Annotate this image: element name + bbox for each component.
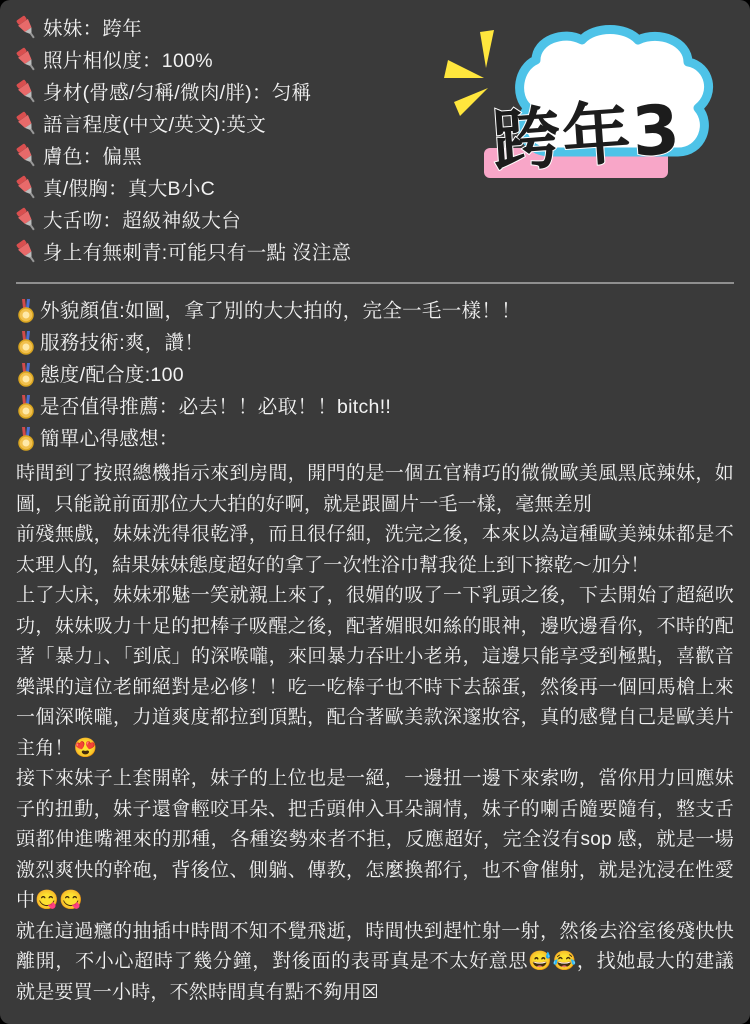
spec-text: 膚色：偏黑: [43, 146, 143, 168]
paragraph: 上了大床，妹妹邪魅一笑就親上來了，很媚的吸了一下乳頭之後，下去開始了超絕吹功，妹妹吸力十足的把棒子吸醒之後，配著媚眼如絲的眼神，邊吹邊看你，不時的配著「暴力」、「到底」的深喉嚨，來回暴力吞吐小老弟，這邊只能享受到極點，喜歡音樂課的這位老師絕對是必修！！吃一吃棒子也不時下去舔蛋，然後再一個回馬槍上來一個深喉嚨，力道爽度都拉到頂點，配合著歐美款深邃妝容，真的感覺自己是歐美片主角！😍: [16, 585, 734, 759]
list-item: [16, 110, 446, 140]
paragraph: 接下來妹子上套開幹，妹子的上位也是一絕，一邊扭一邊下來索吻，當你用力回應妹子的扭動，妹子還會輕咬耳朵、把舌頭伸入耳朵調情，妹子的喇舌隨要隨有，整支舌頭都伸進嘴裡來的那種，各種姿勢來者不拒，反應超好，完全沒有sop 感，就是一場激烈爽快的幹砲，背後位、側躺、傳教，怎麼換都行，也不會催射，就是沈浸在性愛中😋😋: [16, 768, 734, 911]
rating-text: 外貌顏值:如圖，拿了別的大大拍的，完全一毛一樣！！: [40, 300, 521, 322]
list-item: [16, 142, 446, 172]
spec-text: 大舌吻：超級神級大台: [43, 210, 242, 232]
pushpin-icon: [16, 239, 38, 265]
pushpin-icon: [16, 111, 38, 137]
sticker-text: 跨年3: [489, 90, 685, 183]
list-item: [16, 14, 446, 44]
list-item: [16, 238, 446, 268]
medal-icon: [16, 330, 36, 356]
rating-list: [16, 296, 734, 455]
spec-list: [16, 14, 446, 268]
list-item: [16, 360, 734, 391]
pushpin-icon: [16, 175, 38, 201]
rating-text: 是否值得推薦：必去！！必取！！bitch!!: [40, 396, 392, 418]
medal-icon: [16, 362, 36, 388]
spec-text: 身材(骨感/匀稱/微肉/胖)：匀稱: [43, 82, 312, 104]
medal-icon: [16, 426, 36, 452]
pushpin-icon: [16, 143, 38, 169]
list-item: [16, 392, 734, 423]
list-item: [16, 206, 446, 236]
rating-text: 服務技術:爽，讚！: [40, 332, 205, 354]
cloud-sticker: [440, 24, 736, 214]
sparkle-icon: [444, 30, 494, 116]
list-item: [16, 328, 734, 359]
spec-text: 妹妹：跨年: [43, 18, 143, 40]
spec-text: 語言程度(中文/英文):英文: [43, 114, 267, 136]
paragraph: 就在這過癮的抽插中時間不知不覺飛逝，時間快到趕忙射一射，然後去浴室後殘快快離開，不小心超時了幾分鐘，對後面的表哥真是不太好意思😅😂，找她最大的建議就是要買一小時，不然時間真有點不夠用☒: [16, 920, 734, 1003]
paragraph: 前殘無戲，妹妹洗得很乾淨，而且很仔細，洗完之後，本來以為這種歐美辣妹都是不太理人的，結果妹妹態度超好的拿了一次性浴巾幫我從上到下擦乾～加分！: [16, 524, 734, 576]
rating-text: 態度/配合度:100: [40, 364, 184, 386]
spec-text: 身上有無刺青:可能只有一點 沒注意: [43, 242, 352, 264]
spec-text: 真/假胸：真大B小C: [43, 178, 216, 200]
section-divider: [16, 282, 734, 284]
pushpin-icon: [16, 207, 38, 233]
medal-icon: [16, 298, 36, 324]
list-item: [16, 174, 446, 204]
pushpin-icon: [16, 15, 38, 41]
pushpin-icon: [16, 79, 38, 105]
pushpin-icon: [16, 47, 38, 73]
rating-text: 簡單心得感想：: [40, 428, 179, 450]
list-item: [16, 424, 734, 455]
paragraph: 時間到了按照總機指示來到房間，開門的是一個五官精巧的微微歐美風黑底辣妹，如圖，只能說前面那位大大拍的好啊，就是跟圖片一毛一樣，毫無差別: [16, 463, 734, 515]
spec-text: 照片相似度：100%: [43, 50, 213, 72]
list-item: [16, 78, 446, 108]
review-body: [16, 459, 734, 1008]
list-item: [16, 46, 446, 76]
medal-icon: [16, 394, 36, 420]
list-item: [16, 296, 734, 327]
